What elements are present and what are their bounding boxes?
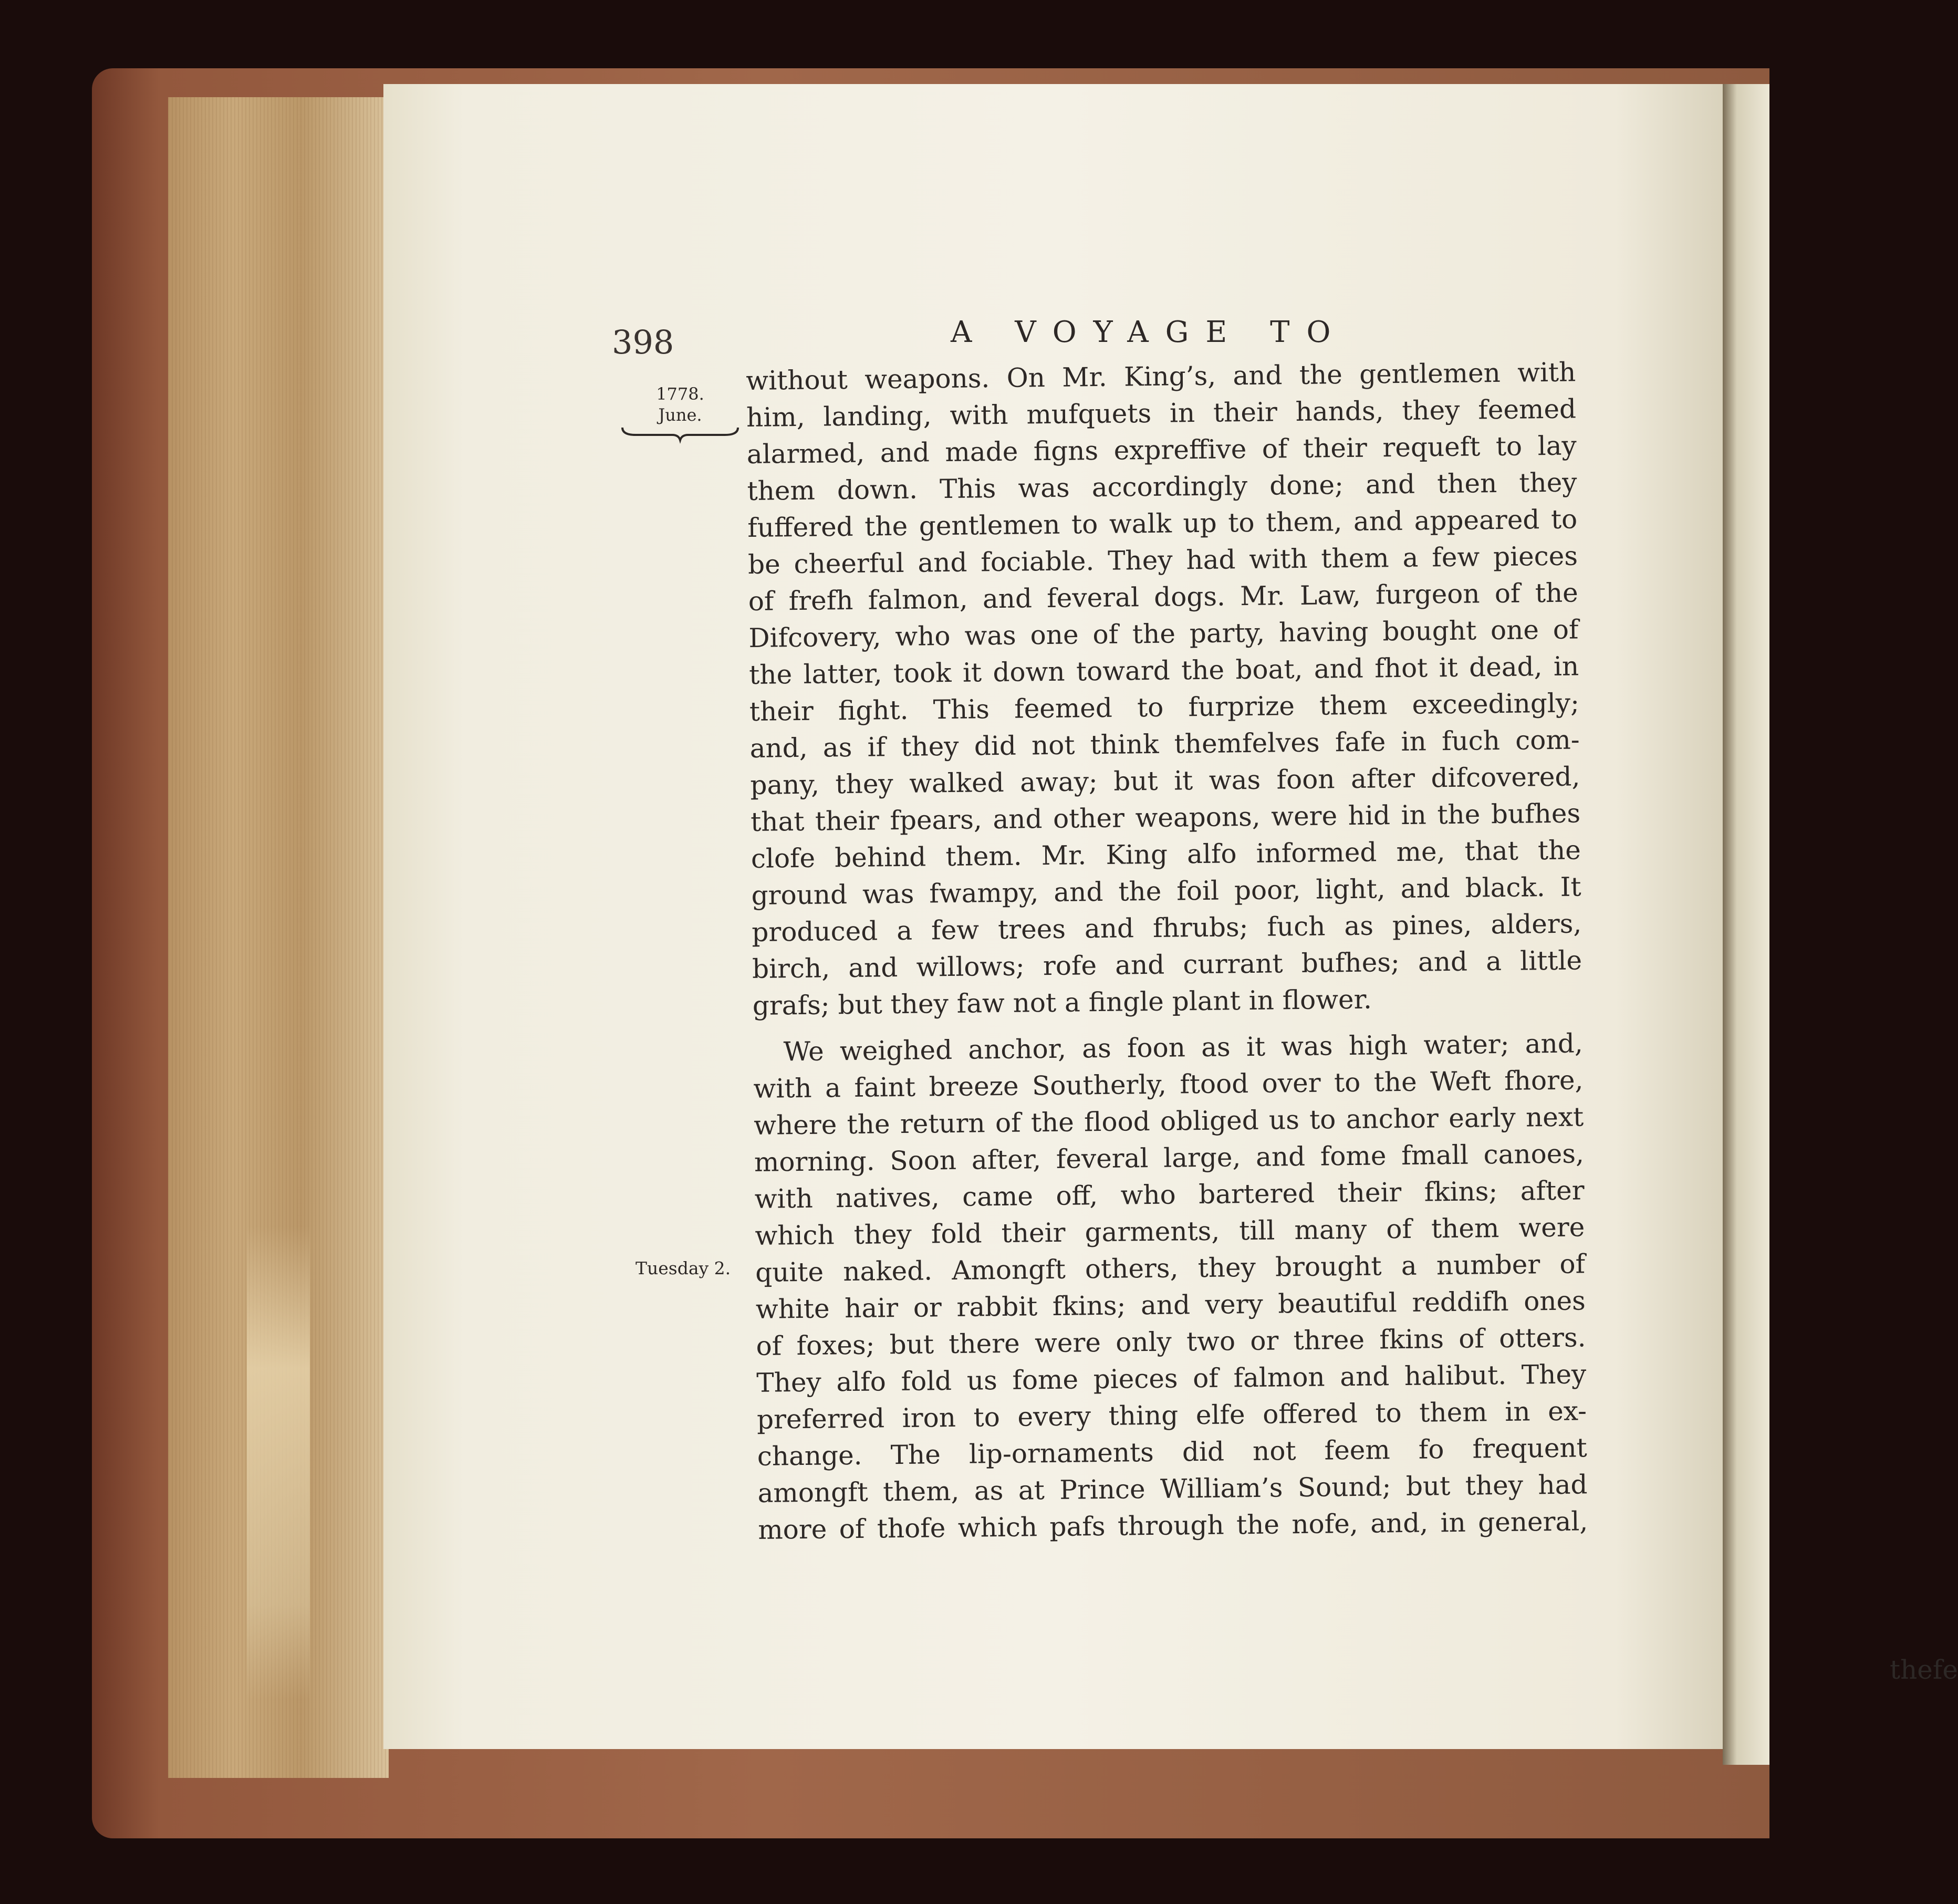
margin-year: 1778.: [656, 384, 704, 404]
text-line: with natives, came off, who bartered their fkins; after: [754, 1175, 1585, 1214]
text-line: where the return of the flood obliged us to anchor early next: [753, 1101, 1584, 1141]
text-line: with a faint breeze Southerly, ftood over to the Weft fhore,: [753, 1065, 1584, 1104]
text-line: white hair or rabbit fkins; and very beautiful reddifh ones: [755, 1285, 1586, 1325]
text-line: be cheerful and fociable. They had with them a few pieces: [747, 540, 1578, 580]
text-line: change. The lip-ornaments did not feem fo frequent: [757, 1432, 1588, 1472]
text-line: ground was fwampy, and the foil poor, light, and black. It: [751, 871, 1581, 911]
margin-month: June.: [658, 405, 702, 425]
page-edges: [168, 97, 389, 1778]
text-line: Difcovery, who was one of the party, having bought one of: [748, 614, 1579, 653]
text-line: morning. Soon after, feveral large, and fome fmall canoes,: [754, 1138, 1585, 1178]
text-line: fuffered the gentlemen to walk up to them, and appeared to: [747, 504, 1578, 543]
text-line: clofe behind them. Mr. King alfo informed me, that the: [751, 835, 1581, 874]
text-line: without weapons. On Mr. King’s, and the gentlemen with: [746, 357, 1576, 396]
text-line: We weighed anchor, as foon as it was high water; and,: [783, 1028, 1583, 1067]
margin-date: Tuesday 2.: [636, 1258, 731, 1278]
text-line: amongft them, as at Prince William’s Sound; but they had: [757, 1469, 1588, 1508]
text-line: produced a few trees and fhrubs; fuch as pines, alders,: [752, 908, 1582, 948]
text-line: birch, and willows; rofe and currant bufhes; and a little: [752, 945, 1582, 984]
facing-page: [1723, 84, 1769, 1765]
text-line: pany, they walked away; but it was foon after difcovered,: [750, 761, 1580, 800]
brace-ornament: [620, 425, 741, 441]
text-line: the latter, took it down toward the boat, and fhot it dead, in: [748, 651, 1579, 690]
text-line: their fight. This feemed to furprize them exceedingly;: [749, 688, 1580, 727]
text-line: more of thofe which pafs through the nofe, and, in general,: [757, 1506, 1588, 1545]
text-line: quite naked. Amongft others, they brought a number of: [755, 1248, 1586, 1288]
body-text: [746, 353, 1588, 1548]
text-line: They alfo fold us fome pieces of falmon and halibut. They: [756, 1359, 1587, 1398]
text-line: and, as if they did not think themfelves fafe in fuch com-: [749, 724, 1580, 764]
text-line: of foxes; but there were only two or three fkins of otters.: [756, 1322, 1586, 1361]
book-page: [383, 84, 1958, 1749]
text-line: alarmed, and made figns expreffive of their requeft to lay: [746, 430, 1577, 470]
text-line: of frefh falmon, and feveral dogs. Mr. Law, furgeon of the: [748, 577, 1578, 617]
running-head: A VOYAGE TO: [951, 315, 1348, 349]
text-line: grafs; but they faw not a fingle plant in flower.: [752, 984, 1372, 1021]
text-line: him, landing, with mufquets in their hands, they feemed: [746, 393, 1577, 433]
catchword: thefe: [1890, 1655, 1958, 1685]
text-line: them down. This was accordingly done; and then they: [747, 467, 1577, 506]
text-line: preferred iron to every thing elfe offered to them in ex-: [756, 1396, 1587, 1435]
text-line: which they fold their garments, till many of them were: [755, 1212, 1585, 1251]
text-line: that their fpears, and other weapons, were hid in the bufhes: [750, 798, 1581, 837]
page-number: 398: [612, 323, 674, 361]
margin-note-date: [646, 383, 714, 425]
